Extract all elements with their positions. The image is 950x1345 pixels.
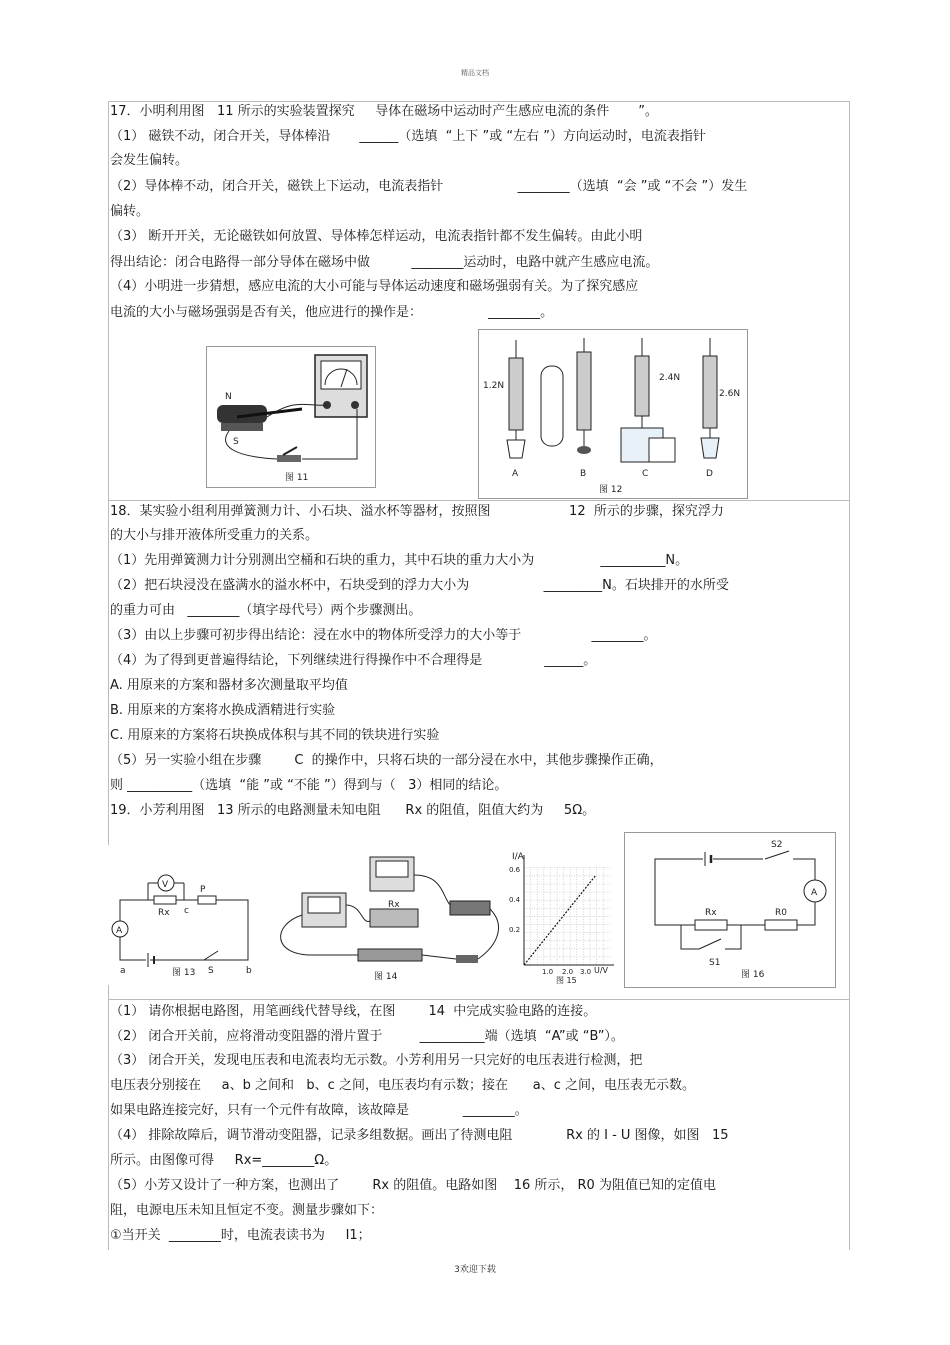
q18-line: （2）把石块浸没在盛满水的溢水杯中，石块受到的浮力大小为 _________N。石块排开的水所受 xyxy=(110,578,729,593)
figure-14-caption: 图 14 xyxy=(374,972,398,982)
q19-line: ①当开关 ________时，电流表读书为 I1； xyxy=(110,1228,371,1243)
step-label-d: D xyxy=(706,469,713,479)
y-tick-label: 0.2 xyxy=(509,926,521,934)
iu-data-line xyxy=(524,875,596,965)
balance-d xyxy=(701,338,719,458)
section-divider xyxy=(108,999,850,1000)
q19-line: 19．小芳利用图 13 所示的电路测量未知电阻 Rx 的阻值，阻值大约为 5Ω。 xyxy=(110,803,596,818)
point-c-label: c xyxy=(184,906,189,916)
q17-line: （1） 磁铁不动，闭合开关，导体棒沿 ______（选填 “上下 ”或 “左右 ”）方向运动时，电流表指针 xyxy=(110,129,706,144)
figure-11 xyxy=(206,346,376,488)
step-label-b: B xyxy=(580,469,587,479)
q19-line: 所示。由图像可得 Rx=________Ω。 xyxy=(110,1153,338,1168)
figure-11-caption: 图 11 xyxy=(285,473,309,483)
reading-d: 2.6N xyxy=(719,389,741,399)
q19-line: （5）小芳又设计了一种方案，也测出了 Rx 的阻值。电路如图 16 所示， R0 为阻值已知的定值电 xyxy=(110,1178,716,1193)
rx-label: Rx xyxy=(705,908,717,918)
figure-16-caption: 图 16 xyxy=(741,970,765,980)
figure-14 xyxy=(262,845,506,985)
q19-line: 电压表分别接在 a、b 之间和 b、c 之间，电压表均有示数；接在 a、c 之间，电压表无示数。 xyxy=(110,1078,695,1093)
q17-line: 会发生偏转。 xyxy=(110,153,189,168)
r0-label: R0 xyxy=(775,908,787,918)
switch-s2-label: S2 xyxy=(771,840,783,850)
q17-line: 电流的大小与磁场强弱是否有关，他应进行的操作是： ________。 xyxy=(110,305,554,320)
q18-option: B. 用原来的方案将水换成酒精进行实验 xyxy=(110,703,336,718)
q17-line: （2）导体棒不动，闭合开关，磁铁上下运动，电流表指针 ________（选填 “会 ”或 “不会 ”）发生 xyxy=(110,179,748,194)
q19-line: （1） 请你根据电路图，用笔画线代替导线，在图 14 中完成实验电路的连接。 xyxy=(110,1004,597,1019)
q18-line: （5）另一实验小组在步骤 C 的操作中，只将石块的一部分浸在水中，其他步骤操作正确， xyxy=(110,753,663,768)
q18-option: C. 用原来的方案将石块换成体积与其不同的铁块进行实验 xyxy=(110,728,440,743)
slider-p-label: P xyxy=(200,885,206,895)
magnet-north-label: N xyxy=(225,392,232,402)
ammeter-label: A xyxy=(116,926,123,936)
q18-line: 的大小与排开液体所受重力的关系。 xyxy=(110,528,319,543)
switch-s1-label: S1 xyxy=(709,958,721,968)
q17-line: 17．小明利用图 11 所示的实验装置探究 导体在磁场中运动时产生感应电流的条件 ”。 xyxy=(110,104,658,119)
reading-c: 2.4N xyxy=(659,373,681,383)
q17-line: 得出结论：闭合电路得一部分导体在磁场中做 ________运动时，电路中就产生感应电流。 xyxy=(110,255,659,270)
page-header: 精品文档 xyxy=(461,69,489,77)
q19-line: （3） 闭合开关，发现电压表和电流表均无示数。小芳利用另一只完好的电压表进行检测，把 xyxy=(110,1053,643,1068)
x-tick-label: 3.0 xyxy=(580,968,592,976)
q19-line: 阻，电源电压未知且恒定不变。测量步骤如下： xyxy=(110,1203,384,1218)
figure-16 xyxy=(624,832,836,988)
figure-12-drawing xyxy=(479,330,747,498)
y-axis-label: I/A xyxy=(512,852,524,862)
balance-b xyxy=(541,338,591,454)
figure-15 xyxy=(508,847,620,985)
y-tick-label: 0.4 xyxy=(509,896,521,904)
figure-13 xyxy=(108,845,260,985)
q18-line: 的重力可由 ________（填字母代号）两个步骤测出。 xyxy=(110,603,422,618)
figure-12 xyxy=(478,329,748,499)
y-tick-label: 0.6 xyxy=(509,866,521,874)
q19-line: （4） 排除故障后，调节滑动变阻器，记录多组数据。画出了待测电阻 Rx 的 I - U 图像，如图 15 xyxy=(110,1128,729,1143)
q17-line: （3） 断开开关，无论磁铁如何放置、导体棒怎样运动，电流表指针都不发生偏转。由此小明 xyxy=(110,229,643,244)
q18-option: A. 用原来的方案和器材多次测量取平均值 xyxy=(110,678,348,693)
ammeter-label: A xyxy=(811,888,818,898)
step-label-a: A xyxy=(512,469,519,479)
point-a-label: a xyxy=(120,966,126,976)
magnet-south-label: S xyxy=(233,437,239,447)
x-tick-label: 2.0 xyxy=(562,968,574,976)
x-axis-label: U/V xyxy=(594,966,609,975)
rx-resistor-label: Rx xyxy=(388,900,400,910)
step-label-c: C xyxy=(642,469,649,479)
iu-graph xyxy=(508,847,620,985)
q18-line: （4）为了得到更普遍得结论，下列继续进行得操作中不合理得是 ______。 xyxy=(110,653,597,668)
figure-13-caption: 图 13 xyxy=(172,968,196,978)
figure-12-caption: 图 12 xyxy=(599,485,623,495)
voltmeter-label: V xyxy=(162,880,169,890)
q19-line: 如果电路连接完好，只有一个元件有故障，该故障是 ________。 xyxy=(110,1103,528,1118)
q18-line: （3）由以上步骤可初步得出结论：浸在水中的物体所受浮力的大小等于 ________。 xyxy=(110,628,657,643)
q19-line: （2） 闭合开关前，应将滑动变阻器的滑片置于 __________端（选填 “A”或 “B”）。 xyxy=(110,1029,624,1044)
x-tick-label: 1.0 xyxy=(542,968,554,976)
page-footer: 3欢迎下载 xyxy=(454,1265,496,1275)
reading-a: 1.2N xyxy=(483,381,505,391)
figure-15-caption: 图 15 xyxy=(556,976,577,985)
iu-graph-grid xyxy=(524,867,610,965)
rx-label: Rx xyxy=(158,908,170,918)
switch-s-label: S xyxy=(208,966,214,976)
q17-line: （4）小明进一步猜想，感应电流的大小可能与导体运动速度和磁场强弱有关。为了探究感应 xyxy=(110,279,639,294)
balance-c xyxy=(621,338,675,462)
section-divider xyxy=(108,500,850,501)
balance-a xyxy=(507,340,525,458)
q18-line: 则 __________（选填 “能 ”或 “不能 ”）得到与（ 3）相同的结论。 xyxy=(110,778,508,793)
q18-line: 18．某实验小组利用弹簧测力计、小石块、溢水杯等器材，按照图 12 所示的步骤，探究浮力 xyxy=(110,504,724,519)
q18-line: （1）先用弹簧测力计分别测出空桶和石块的重力，其中石块的重力大小为 __________N。 xyxy=(110,553,689,568)
q17-line: 偏转。 xyxy=(110,204,150,219)
point-b-label: b xyxy=(246,966,252,976)
